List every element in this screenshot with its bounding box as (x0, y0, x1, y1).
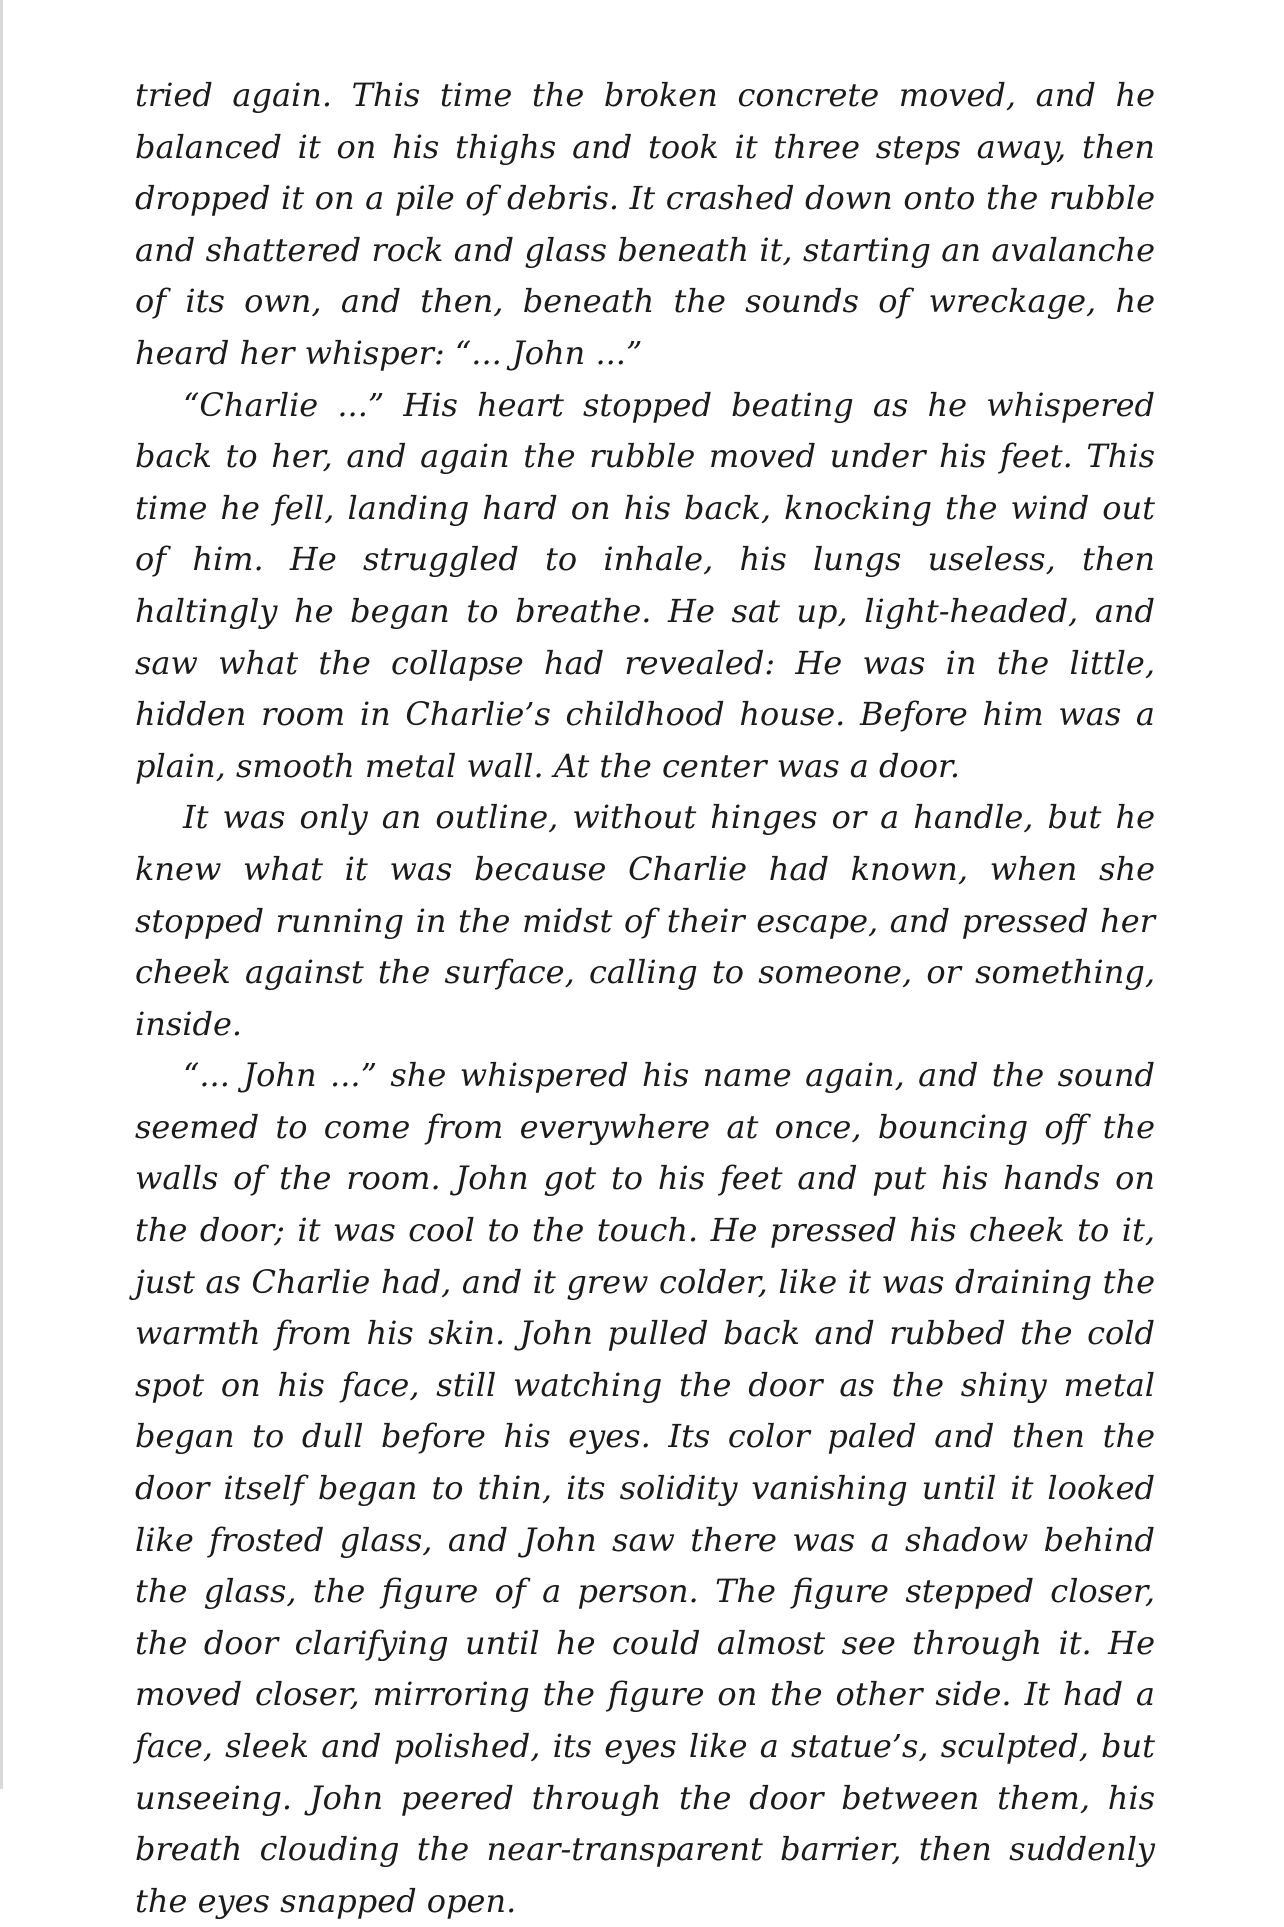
paragraph-4: “... John ...” she whispered his name again, and the sound seemed to come from everywhere at once, bouncing off the walls of the room. John got to his feet and put his hands on the door; it was cool to the touch. He pressed his cheek to it, just as Charlie had, and it grew colder, like it was draining the warmth from his skin. John pulled back and rubbed the cold spot on his face, still watching the door as the shiny metal began to dull before his eyes. Its color paled and then the door itself began to thin, its solidity vanishing until it looked like frosted glass, and John saw there was a shadow behind the glass, the figure of a person. The figure stepped closer, the door clarifying until he could almost see through it. He moved closer, mirroring the figure on the other side. It had a face, sleek and polished, its eyes like a statue’s, sculpted, but unseeing. John peered through the door between them, his breath clouding the near-transparent barrier, then suddenly the eyes snapped open. (135, 1056, 1155, 1920)
page-text (135, 70, 1155, 1927)
paragraph-3: It was only an outline, without hinges or a handle, but he knew what it was because Charlie had known, when she stopped running in the midst of their escape, and pressed her cheek against the surface, calling to someone, or something, inside. (135, 798, 1155, 1043)
paragraph-2: “Charlie ...” His heart stopped beating as he whispered back to her, and again the rubble moved under his feet. This time he fell, landing hard on his back, knocking the wind out of him. He struggled to inhale, his lungs useless, then haltingly he began to breathe. He sat up, light-headed, and saw what the collapse had revealed: He was in the little, hidden room in Charlie’s childhood house. Before him was a plain, smooth metal wall. At the center was a door. (135, 385, 1155, 785)
paragraph-1: tried again. This time the broken concrete moved, and he balanced it on his thighs and took it three steps away, then dropped it on a pile of debris. It crashed down onto the rubble and shattered rock and glass beneath it, starting an avalanche of its own, and then, beneath the sounds of wreckage, he heard her whisper: “... John ...” (135, 76, 1155, 372)
